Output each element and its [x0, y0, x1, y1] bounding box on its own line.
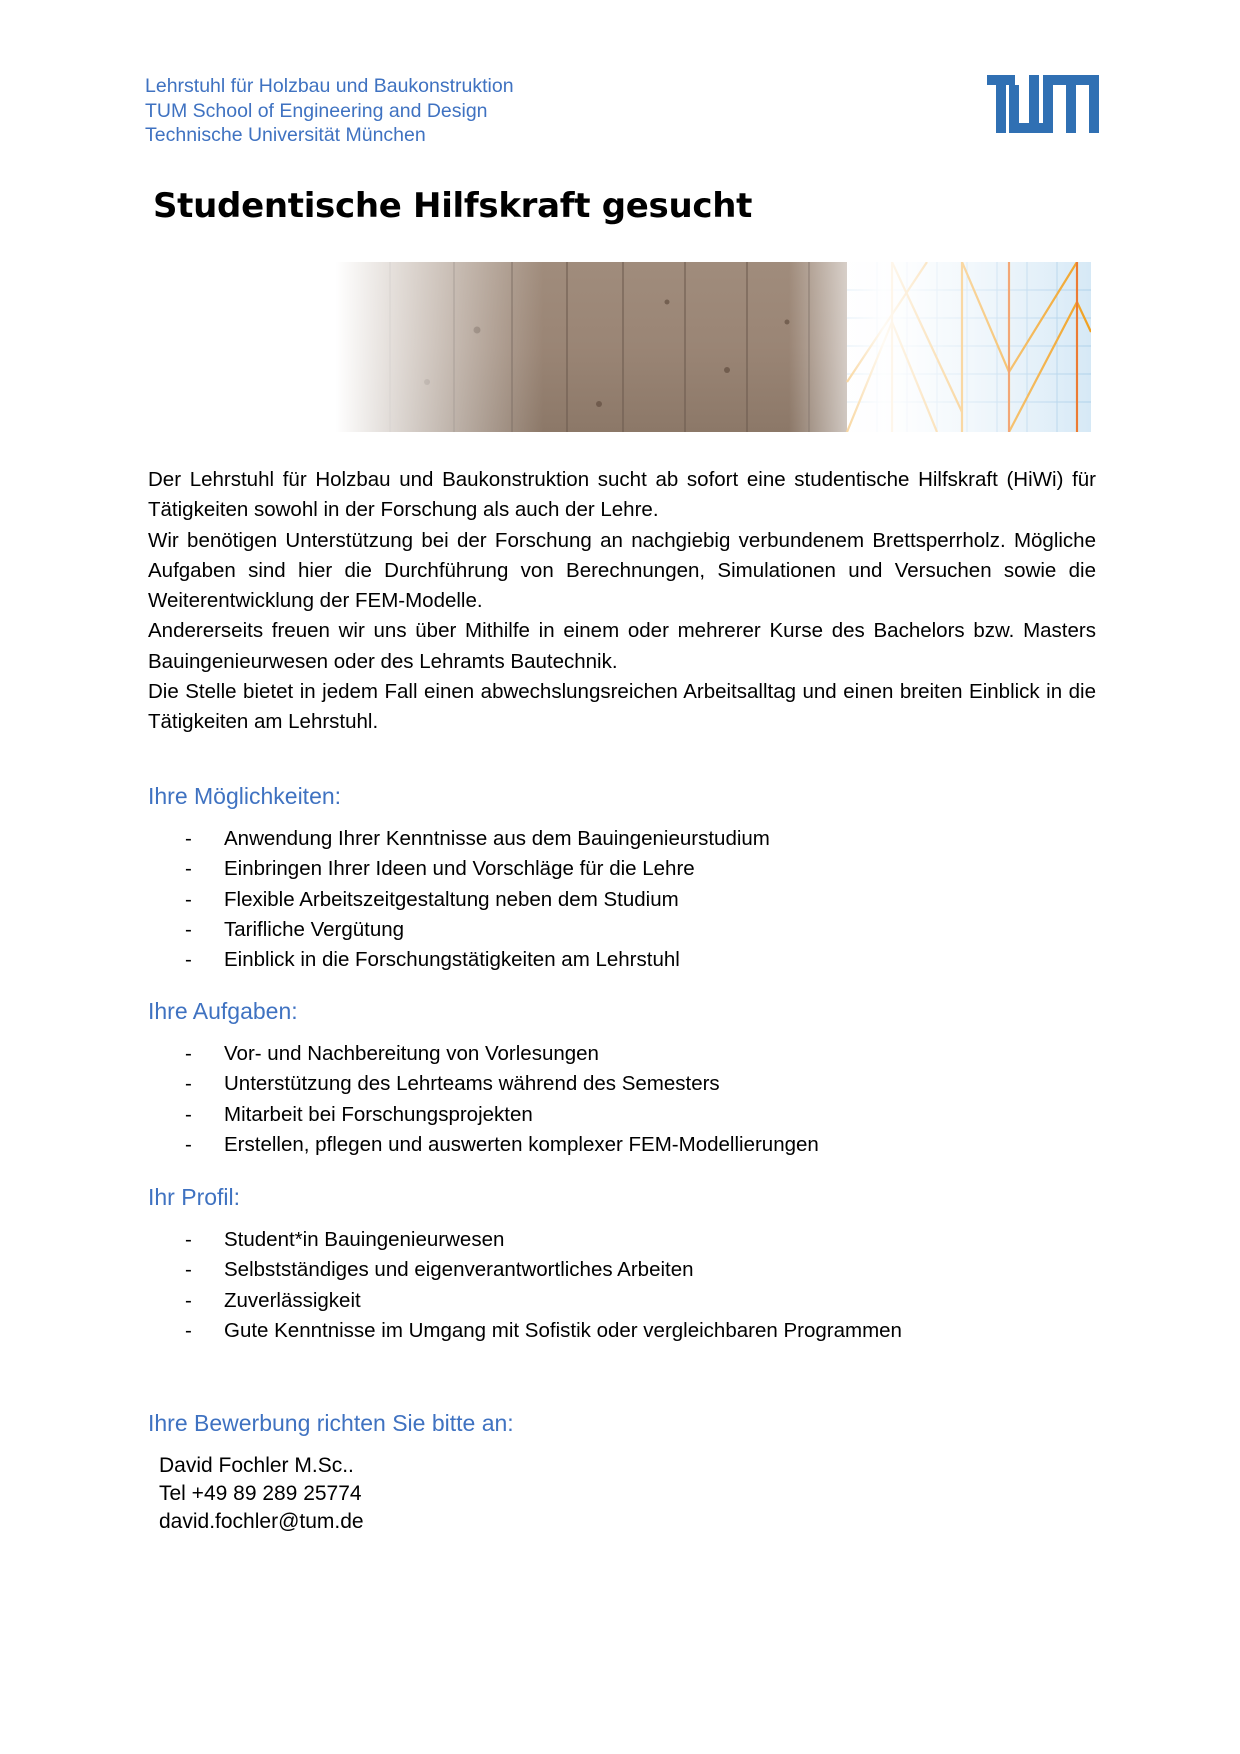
- bullet-dash: -: [185, 887, 192, 911]
- intro-paragraph: Die Stelle bietet in jedem Fall einen abwechslungsreichen Arbeitsalltag und einen breiten Einblick in die Tätigkeiten am Lehrstuhl.: [148, 680, 1096, 734]
- list-item: [185, 1316, 902, 1346]
- list-item-text: Zuverlässigkeit: [224, 1288, 361, 1312]
- contact-block: [159, 1452, 364, 1536]
- chair-name: Lehrstuhl für Holzbau und Baukonstruktion: [145, 75, 514, 97]
- list-item-text: Mitarbeit bei Forschungsprojekten: [224, 1102, 533, 1126]
- bullet-dash: -: [185, 1228, 192, 1251]
- intro-paragraph: Andererseits freuen wir uns über Mithilfe in einem oder mehrerer Kurse des Bachelors bzw. Masters Bauingenieurwesen oder des Lehramts Bautechnik.: [148, 619, 1096, 673]
- section-heading-tasks: Ihre Aufgaben:: [148, 998, 298, 1024]
- list-item-text: Vor- und Nachbereitung von Vorlesungen: [224, 1042, 599, 1065]
- intro-paragraph: Wir benötigen Unterstützung bei der Forschung an nachgiebig verbundenem Brettsperrholz. Mögliche Aufgaben sind hier die Durchführung von Berechnungen, Simulationen und Versuchen sowie die Weiterentwicklung der FEM-Modelle.: [148, 528, 1096, 613]
- list-item: [185, 1225, 902, 1255]
- list-item-text: Erstellen, pflegen und auswerten komplexer FEM-Modellierungen: [224, 1132, 819, 1156]
- list-item: [185, 1130, 819, 1160]
- list-item-text: Flexible Arbeitszeitgestaltung neben dem Studium: [224, 887, 679, 911]
- bullet-dash: -: [185, 1102, 192, 1126]
- bullet-dash: -: [185, 1132, 192, 1156]
- profile-list: [185, 1225, 902, 1346]
- bullet-dash: -: [185, 857, 192, 881]
- list-item: [185, 1255, 902, 1285]
- bullet-dash: -: [185, 917, 192, 941]
- intro-paragraph: Der Lehrstuhl für Holzbau und Baukonstruktion sucht ab sofort eine studentische Hilfskraft (HiWi) für Tätigkeiten sowohl in der Forschung als auch der Lehre.: [148, 468, 1096, 522]
- list-item: [185, 915, 770, 945]
- bullet-dash: -: [185, 1042, 192, 1065]
- bullet-dash: -: [185, 1072, 192, 1096]
- list-item-text: Unterstützung des Lehrteams während des Semesters: [224, 1072, 720, 1096]
- intro-text: [148, 465, 1096, 738]
- list-item: [185, 824, 770, 854]
- university-name: Technische Universität München: [145, 124, 426, 146]
- section-heading-profile: Ihr Profil:: [148, 1184, 241, 1210]
- tum-logo: [987, 75, 1099, 133]
- list-item: [185, 1069, 819, 1099]
- list-item: [185, 945, 770, 975]
- contact-email[interactable]: david.fochler@tum.de: [159, 1510, 364, 1533]
- bullet-dash: -: [185, 827, 192, 850]
- bullet-dash: -: [185, 948, 192, 972]
- list-item-text: Gute Kenntnisse im Umgang mit Sofistik oder vergleichbaren Programmen: [224, 1318, 902, 1342]
- list-item-text: Einbringen Ihrer Ideen und Vorschläge für die Lehre: [224, 857, 695, 881]
- tasks-list: [185, 1039, 819, 1160]
- contact-phone: Tel +49 89 289 25774: [159, 1482, 362, 1505]
- bullet-dash: -: [185, 1288, 192, 1312]
- opportunities-list: [185, 824, 770, 975]
- banner-image: [147, 262, 1091, 432]
- list-item: [185, 854, 770, 884]
- bullet-dash: -: [185, 1318, 192, 1342]
- list-item: [185, 1039, 819, 1069]
- page-title: Studentische Hilfskraft gesucht: [153, 186, 753, 226]
- school-name: TUM School of Engineering and Design: [145, 99, 488, 122]
- list-item-text: Tarifliche Vergütung: [224, 917, 405, 941]
- list-item: [185, 1286, 902, 1316]
- list-item-text: Einblick in die Forschungstätigkeiten am Lehrstuhl: [224, 948, 680, 972]
- contact-name: David Fochler M.Sc..: [159, 1454, 354, 1477]
- list-item: [185, 885, 770, 915]
- section-heading-opportunities: Ihre Möglichkeiten:: [148, 783, 342, 809]
- list-item-text: Selbstständiges und eigenverantwortliches Arbeiten: [224, 1258, 694, 1282]
- list-item-text: Anwendung Ihrer Kenntnisse aus dem Bauingenieurstudium: [224, 827, 770, 850]
- list-item: [185, 1100, 819, 1130]
- list-item-text: Student*in Bauingenieurwesen: [224, 1228, 505, 1251]
- section-heading-application: Ihre Bewerbung richten Sie bitte an:: [148, 1410, 514, 1436]
- chair-header: [145, 74, 514, 148]
- bullet-dash: -: [185, 1258, 192, 1282]
